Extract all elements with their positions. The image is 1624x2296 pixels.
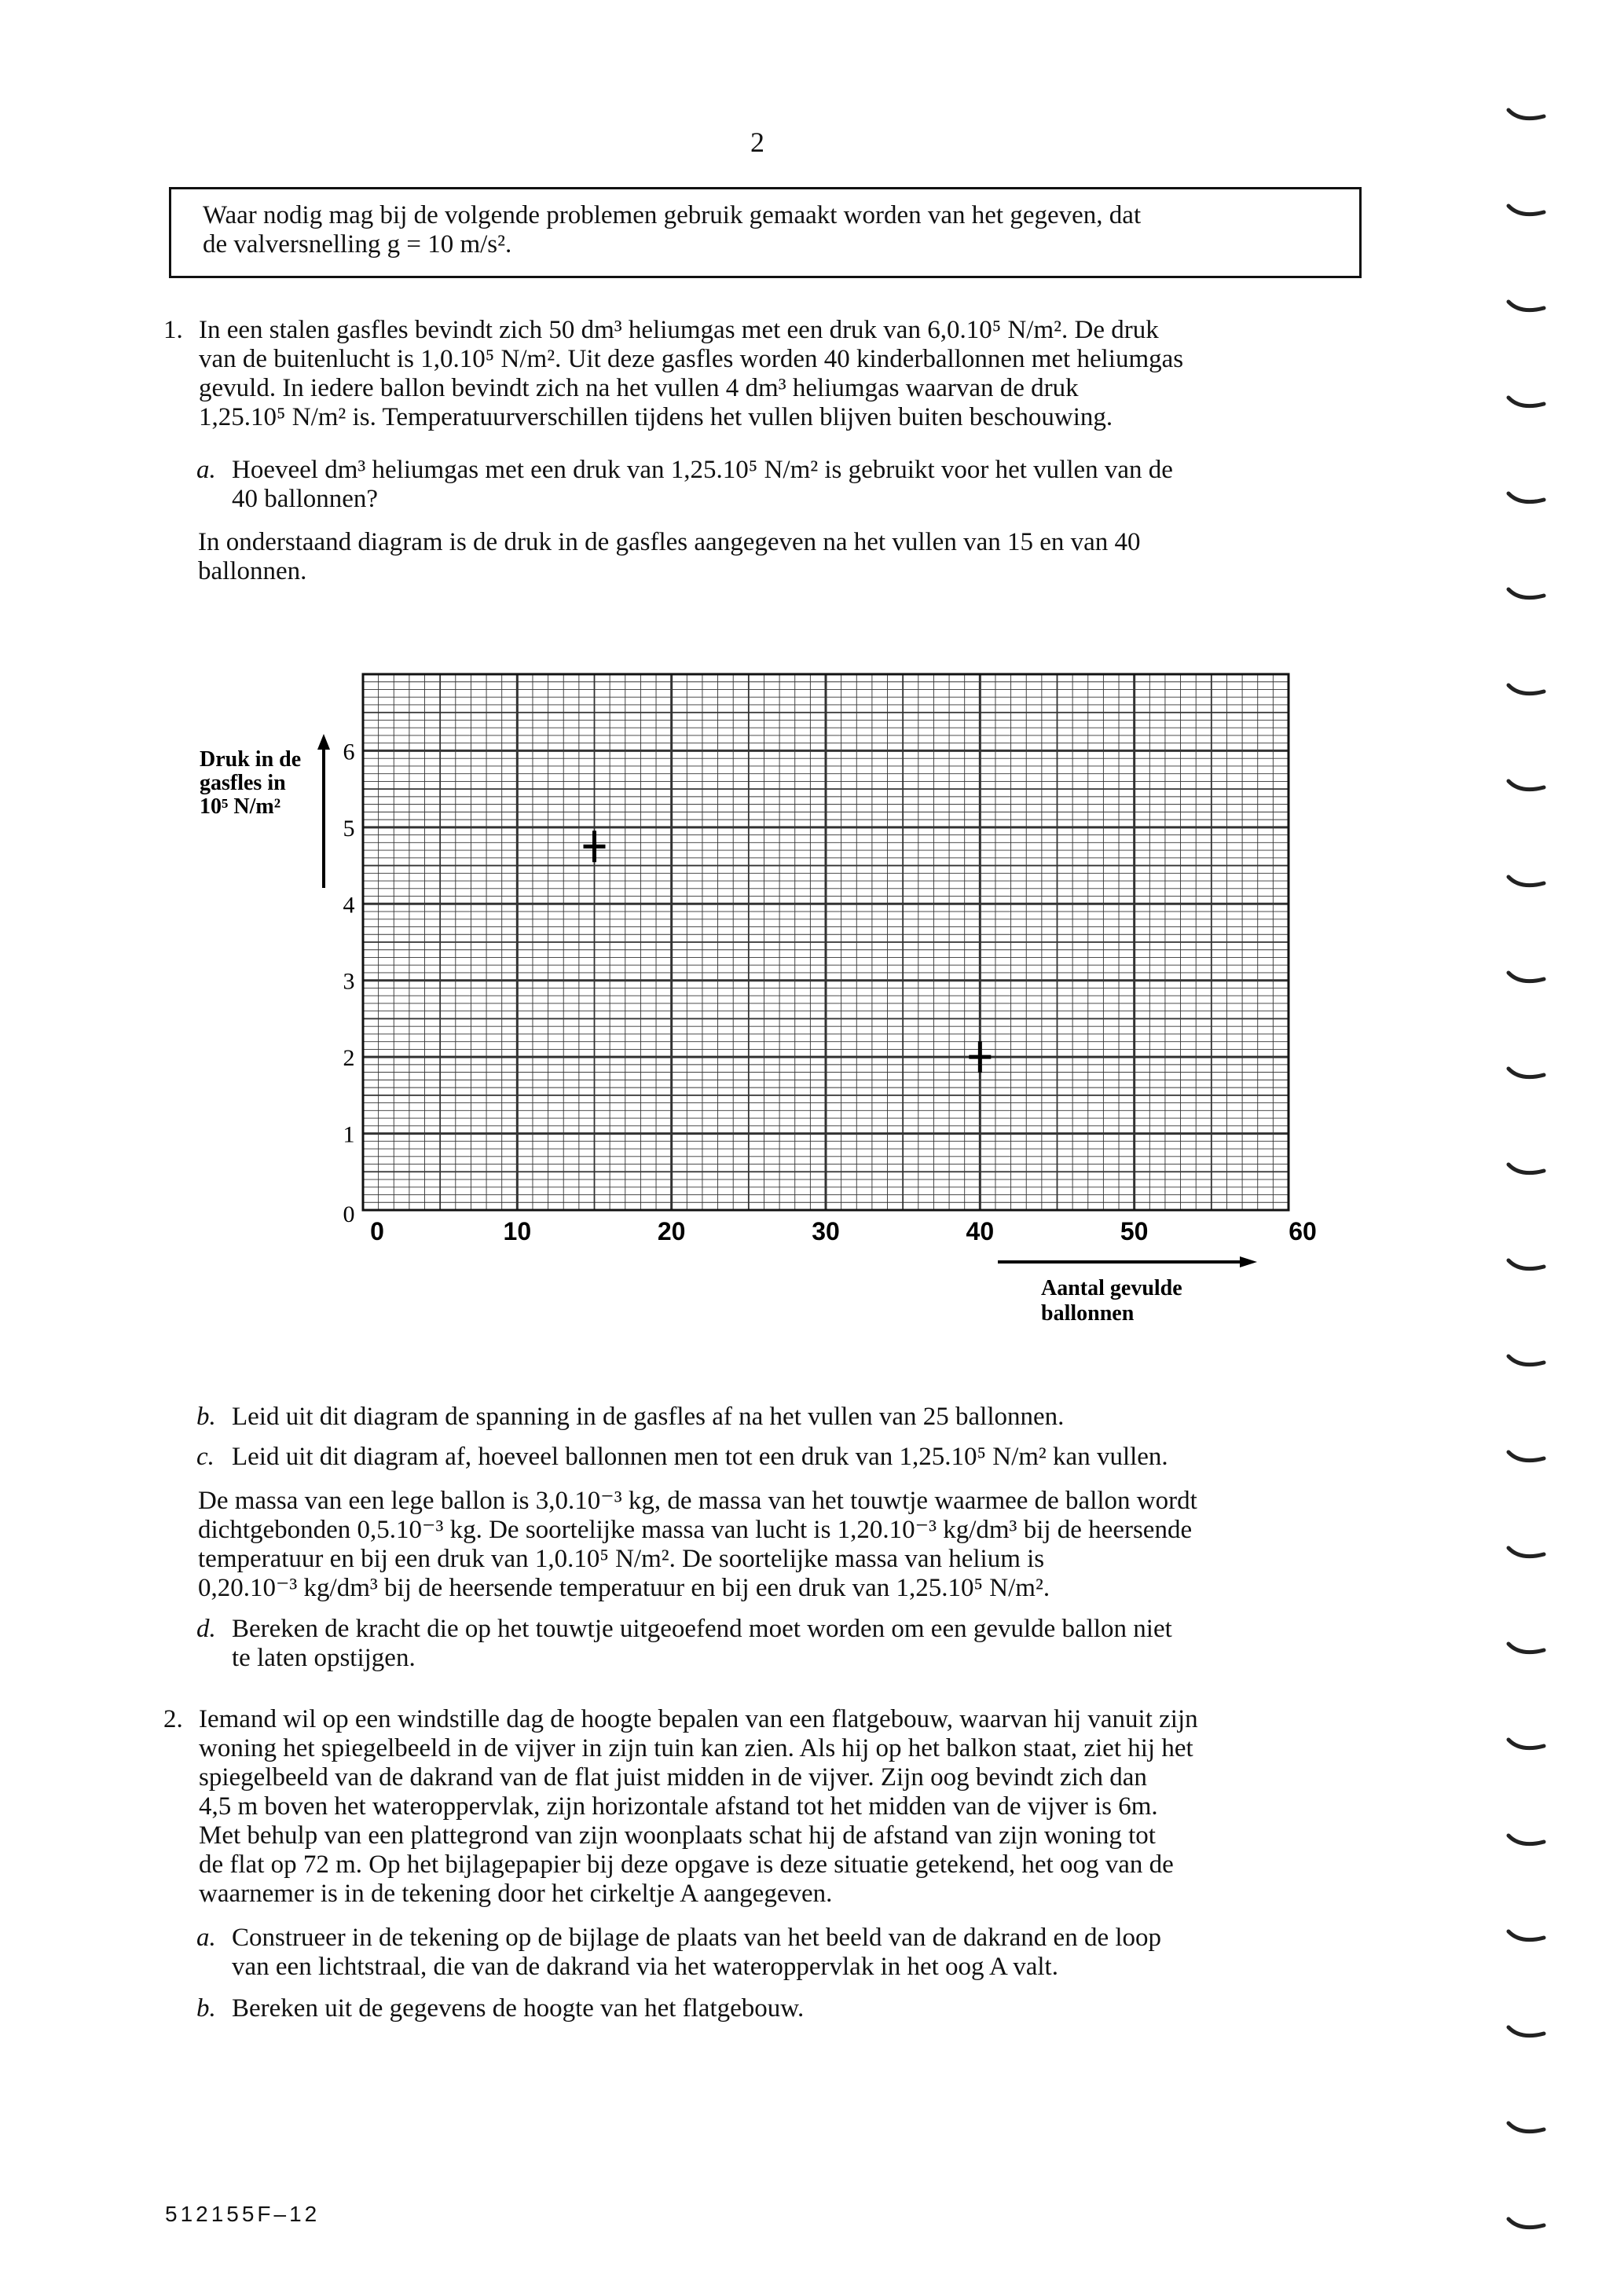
- notice-line: de valversnelling g = 10 m/s².: [203, 230, 512, 259]
- x-tick-label: 40: [966, 1217, 995, 1245]
- notice-text: [203, 201, 1318, 259]
- question-1-intro: [199, 316, 1389, 432]
- sub-letter: c.: [196, 1443, 214, 1471]
- y-axis-label: Druk in de: [200, 747, 302, 772]
- text-line: Construeer in de tekening op de bijlage de plaats van het beeld van de dakrand en de loop: [232, 1924, 1162, 1952]
- x-tick-label: 30: [812, 1217, 840, 1245]
- footer-code: 512155F–12: [165, 2202, 321, 2226]
- y-tick-label: 2: [343, 1045, 355, 1072]
- x-tick-label: 20: [657, 1217, 686, 1245]
- text-line: In een stalen gasfles bevindt zich 50 dm³ heliumgas met een druk van 6,0.10⁵ N/m². De druk: [199, 316, 1159, 344]
- text-line: Iemand wil op een windstille dag de hoogte bepalen van een flatgebouw, waarvan hij vanuit zijn: [199, 1705, 1198, 1733]
- text-line: Bereken de kracht die op het touwtje uitgeoefend moet worden om een gevulde ballon niet: [232, 1615, 1172, 1643]
- data-point: [969, 1041, 991, 1073]
- y-axis-arrowhead: [317, 734, 330, 750]
- text-line: woning het spiegelbeeld in de vijver in zijn tuin kan zien. Als hij op het balkon staat, ziet hij het: [199, 1734, 1193, 1762]
- text-line: 0,20.10⁻³ kg/dm³ bij de heersende temperatuur en bij een druk van 1,25.10⁵ N/m².: [198, 1574, 1050, 1602]
- chart-axis-labels: [200, 734, 1257, 1326]
- text-line: In onderstaand diagram is de druk in de gasfles aangegeven na het vullen van 15 en van 40: [198, 528, 1141, 556]
- diagram-intro: [198, 528, 1392, 586]
- pressure-chart: [157, 668, 1336, 1336]
- x-axis-label: ballonnen: [1041, 1301, 1135, 1326]
- question-number: 1.: [163, 316, 183, 344]
- x-axis-label: Aantal gevulde: [1041, 1276, 1182, 1300]
- text-line: Bereken uit de gegevens de hoogte van het flatgebouw.: [232, 1994, 805, 2023]
- question-number: 2.: [163, 1705, 183, 1733]
- y-tick-label: 5: [343, 815, 355, 842]
- sub-letter: b.: [196, 1403, 216, 1431]
- text-line: van de buitenlucht is 1,0.10⁵ N/m². Uit deze gasfles worden 40 kinderballonnen met heliumgas: [199, 345, 1184, 373]
- x-tick-label: 60: [1289, 1217, 1317, 1245]
- text-line: Leid uit dit diagram de spanning in de gasfles af na het vullen van 25 ballonnen.: [232, 1403, 1065, 1431]
- x-axis-arrowhead: [1240, 1256, 1257, 1267]
- text-line: gevuld. In iedere ballon bevindt zich na het vullen 4 dm³ heliumgas waarvan de druk: [199, 374, 1079, 402]
- text-line: ballonnen.: [198, 557, 307, 585]
- chart-grid: [363, 674, 1289, 1210]
- text-line: temperatuur en bij een druk van 1,0.10⁵ N/m². De soortelijke massa van helium is: [198, 1545, 1045, 1573]
- y-axis-label: 10⁵ N/m²: [200, 794, 281, 819]
- text-line: waarnemer is in de tekening door het cirkeltje A aangegeven.: [199, 1880, 833, 1908]
- chart-points: [584, 831, 992, 1073]
- y-tick-label: 6: [343, 739, 355, 765]
- text-line: Leid uit dit diagram af, hoeveel ballonnen men tot een druk van 1,25.10⁵ N/m² kan vullen.: [232, 1443, 1168, 1471]
- text-line: de flat op 72 m. Op het bijlagepapier bij deze opgave is deze situatie getekend, het oog van de: [199, 1850, 1174, 1879]
- x-tick-label: 50: [1120, 1217, 1149, 1245]
- text-line: dichtgebonden 0,5.10⁻³ kg. De soortelijke massa van lucht is 1,20.10⁻³ kg/dm³ bij de heersende: [198, 1516, 1193, 1544]
- text-line: 40 ballonnen?: [232, 485, 379, 513]
- text-line: van een lichtstraal, die van de dakrand via het wateroppervlak in het oog A valt.: [232, 1953, 1058, 1981]
- sub-letter: a.: [196, 1924, 216, 1952]
- question-2-intro: [199, 1705, 1389, 1909]
- text-line: Hoeveel dm³ heliumgas met een druk van 1,25.10⁵ N/m² is gebruikt voor het vullen van de: [232, 456, 1173, 484]
- page-number: 2: [750, 127, 764, 158]
- binding-marks: [1505, 0, 1567, 2296]
- y-tick-label: 4: [343, 892, 355, 919]
- x-tick-label: 10: [503, 1217, 532, 1245]
- notice-line: Waar nodig mag bij de volgende problemen gebruik gemaakt worden van het gegeven, dat: [203, 201, 1142, 229]
- text-line: te laten opstijgen.: [232, 1644, 416, 1672]
- chart-ticks: [343, 739, 1317, 1245]
- text-line: De massa van een lege ballon is 3,0.10⁻³ kg, de massa van het touwtje waarmee de ballon wordt: [198, 1487, 1197, 1515]
- y-axis-label: gasfles in: [200, 771, 286, 795]
- text-line: spiegelbeeld van de dakrand van de flat juist midden in de vijver. Zijn oog bevindt zich dan: [199, 1763, 1147, 1792]
- mass-paragraph: [198, 1487, 1392, 1603]
- sub-letter: b.: [196, 1994, 216, 2023]
- text-line: 1,25.10⁵ N/m² is. Temperatuurverschillen tijdens het vullen blijven buiten beschouwing.: [199, 403, 1113, 431]
- text-line: Met behulp van een plattegrond van zijn woonplaats schat hij de afstand van zijn woning tot: [199, 1821, 1156, 1850]
- x-tick-label: 0: [370, 1217, 384, 1245]
- y-tick-label: 1: [343, 1121, 355, 1148]
- sub-letter: d.: [196, 1615, 216, 1643]
- sub-letter: a.: [196, 456, 216, 484]
- text-line: 4,5 m boven het wateroppervlak, zijn horizontale afstand tot het midden van de vijver is 6m.: [199, 1792, 1158, 1821]
- data-point: [584, 831, 606, 862]
- y-tick-label: 0: [343, 1201, 355, 1227]
- y-tick-label: 3: [343, 968, 355, 995]
